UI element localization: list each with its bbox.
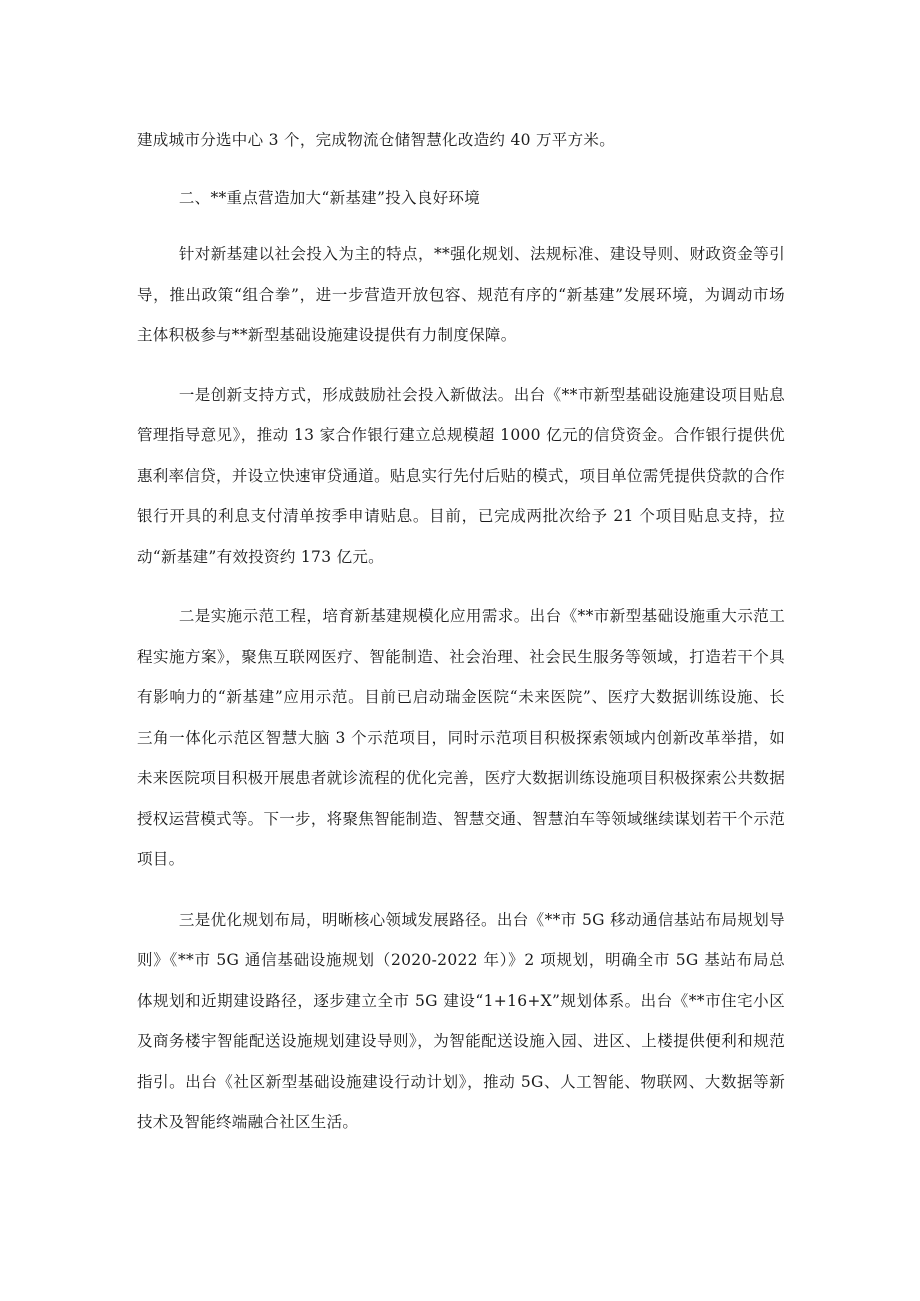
paragraph-continuation: 建成城市分选中心 3 个，完成物流仓储智慧化改造约 40 万平方米。 — [137, 131, 615, 149]
paragraph-point-one: 一是创新支持方式，形成鼓励社会投入新做法。出台《**市新型基础设施建设项目贴息管理指导意见》，推动 13 家合作银行建立总规模超 1000 亿元的信贷资金。合作银行提供优惠利率信贷，并设立快速审贷通道。贴息实行先付后贴的模式，项目单位需凭提供贷款的合作银行开具的利息支付清单按季申请贴息。目前，已完成两批次给予 21 个项目贴息支持，拉动“新基建”有效投资约 173 亿元。 — [137, 385, 785, 566]
paragraph-point-two: 二是实施示范工程，培育新基建规模化应用需求。出台《**市新型基础设施重大示范工程实施方案》，聚焦互联网医疗、智能制造、社会治理、社会民生服务等领域，打造若干个具有影响力的“新基建”应用示范。目前已启动瑞金医院“未来医院”、医疗大数据训练设施、长三角一体化示范区智慧大脑 3 个示范项目，同时示范项目积极探索领域内创新改革举措，如未来医院项目积极开展患者就诊流程的优化完善，医疗大数据训练设施项目积极探索公共数据授权运营模式等。下一步，将聚焦智能制造、智慧交通、智慧泊车等领域继续谋划若干个示范项目。 — [137, 607, 785, 868]
paragraph-point-three: 三是优化规划布局，明晰核心领域发展路径。出台《**市 5G 移动通信基站布局规划导则》《**市 5G 通信基础设施规划（2020-2022 年）》2 项规划，明确全市 5G 基站布局总体规划和近期建设路径，逐步建立全市 5G 建设“1+16+X”规划体系。出台《**市住宅小区及商务楼宇智能配送设施规划建设导则》，为智能配送设施入园、进区、上楼提供便利和规范指引。出台《社区新型基础设施建设行动计划》，推动 5G、人工智能、物联网、大数据等新技术及智能终端融合社区生活。 — [137, 910, 785, 1131]
paragraph-intro: 针对新基建以社会投入为主的特点，**强化规划、法规标准、建设导则、财政资金等引导，推出政策“组合拳”，进一步营造开放包容、规范有序的“新基建”发展环境，为调动市场主体积极参与**新型基础设施建设提供有力制度保障。 — [137, 245, 785, 344]
section-heading: 二、**重点营造加大“新基建”投入良好环境 — [178, 188, 480, 207]
document-body — [137, 120, 785, 1143]
